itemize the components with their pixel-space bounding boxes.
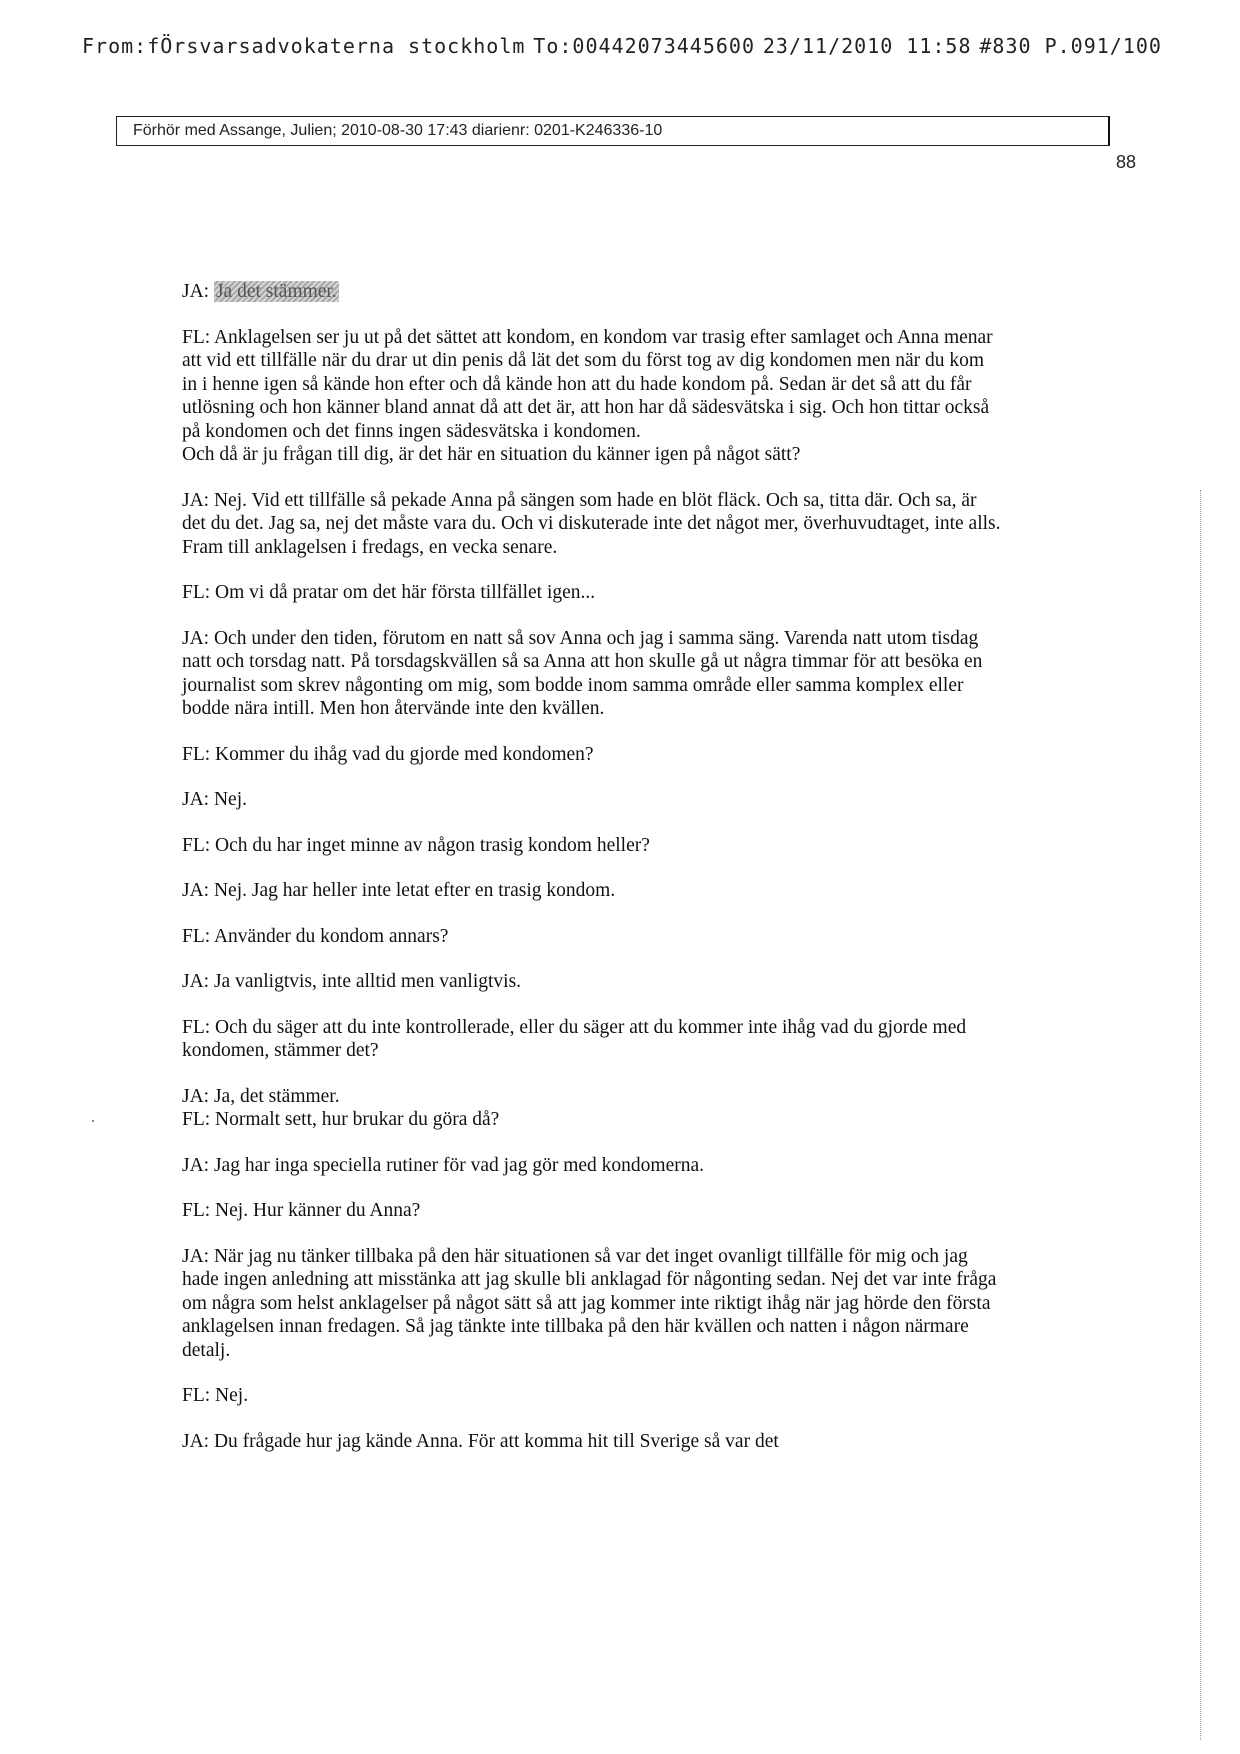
paragraph: JA: När jag nu tänker tillbaka på den här situationen så var det inget ovanligt tillfälle för mig och jag hade ingen anledning att misstänka att jag skulle bli anklagad för någonting sedan. Nej det var inte fråga om några som helst anklagelser på något sätt så att jag kommer inte riktigt ihåg när jag hörde den första anklagelsen innan fredagen. Så jag tänkte inte tillbaka på den här kvällen och natten i någon närmare detalj. [182,1245,997,1361]
document-header-text: Förhör med Assange, Julien; 2010-08-30 17:43 diarienr: 0201-K246336-10 [133,122,663,139]
interrogation-transcript [182,280,1002,1475]
paragraph: FL: Normalt sett, hur brukar du göra då? [182,1109,500,1130]
paragraph: FL: Och du säger att du inte kontrollerade, eller du säger att du kommer inte ihåg vad du gjorde med kondomen, stämmer det? [182,1016,967,1061]
scan-edge-line [1200,490,1201,1740]
paragraph: FL: Kommer du ihåg vad du gjorde med kondomen? [182,743,594,765]
paragraph: JA: Nej. Vid ett tillfälle så pekade Anna på sängen som hade en blöt fläck. Och sa, titta där. Och sa, är det du det. Jag sa, nej det måste vara du. Och vi diskuterade inte det något mer, överhuvudtaget, inte alls. Fram till anklagelsen i fredags, en vecka senare. [182,489,1001,558]
paragraph: Och då är ju frågan till dig, är det här en situation du känner igen på något sätt? [182,444,801,465]
document-header-box [116,116,1110,146]
fax-from: From:fÖrsvarsadvokaterna stockholm [82,34,526,58]
paragraph: FL: Om vi då pratar om det här första tillfället igen... [182,582,596,603]
scan-speck [92,1120,94,1122]
fax-datetime: 23/11/2010 11:58 [762,34,972,58]
paragraph: FL: Anklagelsen ser ju ut på det sättet att kondom, en kondom var trasig efter samlaget och Anna menar att vid ett tillfälle när du drar ut din penis då lät det som du först tog av dig kondomen men när du kom in i henne igen så kände hon efter och då kände hon att du hade kondom på. Sedan är det så att du får utlösning och hon känner bland annat då att det är, att hon har då sädesvätska i sig. Och hon tittar också på kondomen och det finns ingen sädesvätska i kondomen. [182,326,993,442]
fax-to: To:00442073445600 [533,34,755,58]
paragraph: JA: Nej. Jag har heller inte letat efter en trasig kondom. [182,880,616,901]
redacted-text: Ja det stämmer. [215,281,337,302]
paragraph: JA: Nej. [182,789,247,810]
fax-page: #830 P.091/100 [979,34,1162,58]
paragraph: JA: Du frågade hur jag kände Anna. För att komma hit till Sverige så var det [182,1430,779,1452]
paragraph [182,280,1002,304]
paragraph: FL: Nej. Hur känner du Anna? [182,1200,421,1221]
paragraph: FL: Och du har inget minne av någon trasig kondom heller? [182,834,650,856]
paragraph: FL: Använder du kondom annars? [182,925,449,947]
fax-header [82,34,1162,58]
paragraph: JA: Jag har inga speciella rutiner för vad jag gör med kondomerna. [182,1154,704,1176]
paragraph: FL: Nej. [182,1385,249,1406]
paragraph: JA: Ja vanligtvis, inte alltid men vanligtvis. [182,971,522,992]
page-number: 88 [1115,152,1136,172]
paragraph: JA: Ja, det stämmer. [182,1085,340,1107]
speaker-label: JA: [182,281,214,302]
paragraph: JA: Och under den tiden, förutom en natt så sov Anna och jag i samma säng. Varenda natt utom tisdag natt och torsdag natt. På torsdagskvällen så sa Anna att hon skulle gå ut några timmar för att besöka en journalist som skrev någonting om mig, som bodde inom samma område eller samma komplex eller bodde nära intill. Men hon återvände inte den kvällen. [182,627,983,719]
